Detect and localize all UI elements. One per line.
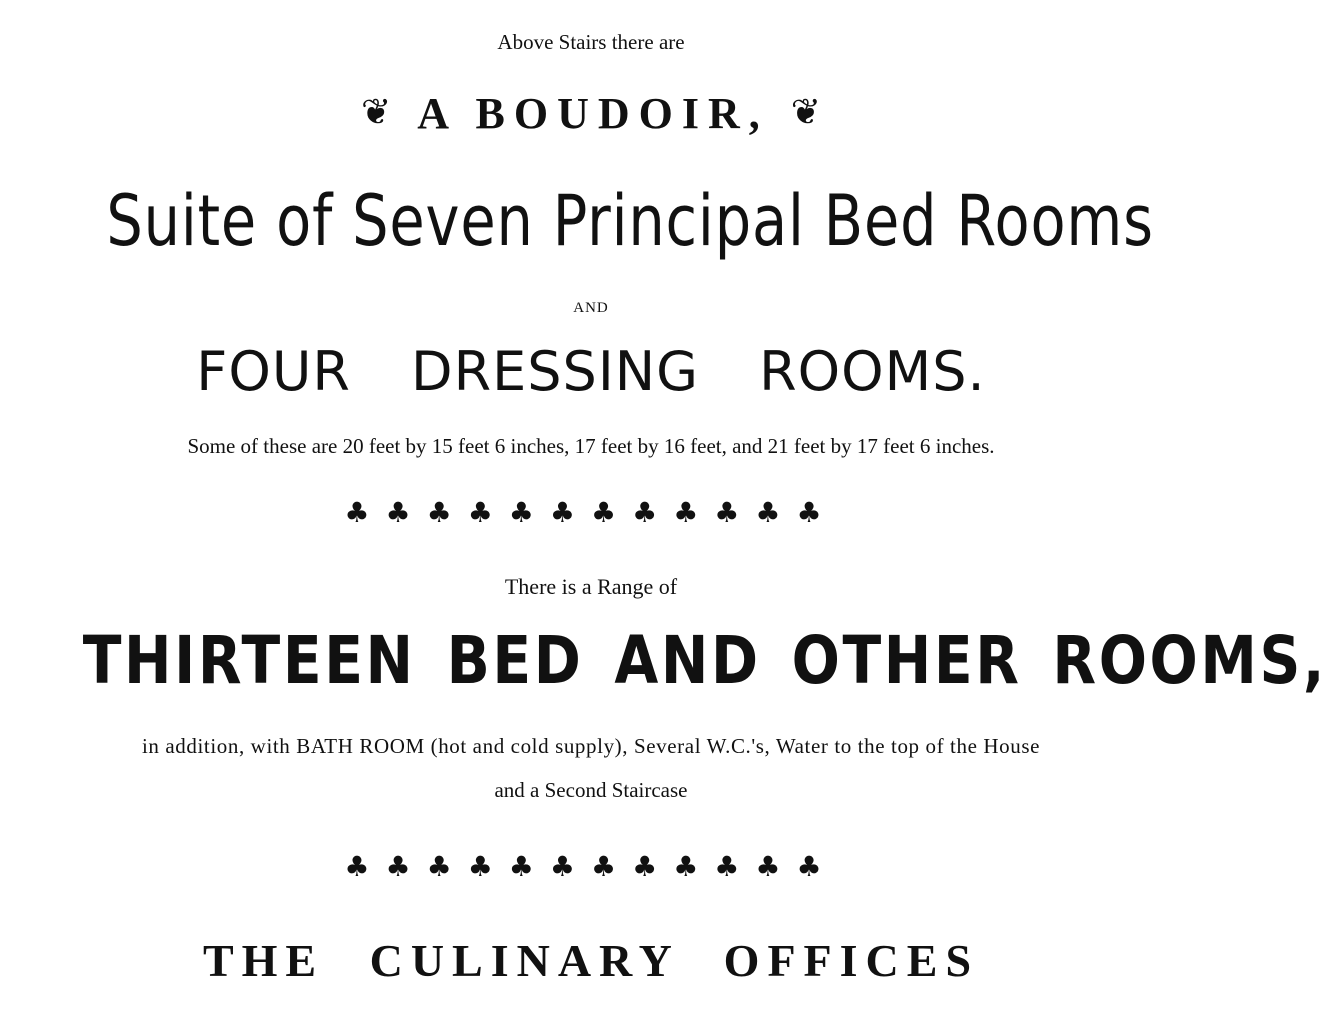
fleuron-right-icon: ❦: [790, 92, 821, 132]
range-of-line: There is a Range of: [504, 574, 678, 599]
culinary-offices-heading: THE CULINARY OFFICES: [202, 935, 980, 986]
in-addition-line: in addition, with BATH ROOM (hot and cold supply), Several W.C.'s, Water to the top of the House: [141, 734, 1041, 758]
above-stairs-line: Above Stairs there are: [497, 30, 685, 54]
club-ornament-row-2: ♣♣♣♣♣♣♣♣♣♣♣♣: [344, 850, 838, 883]
suite-heading: Suite of Seven Principal Bed Rooms: [106, 180, 1154, 262]
fleuron-left-icon: ❦: [361, 92, 392, 132]
room-dimensions-line: Some of these are 20 feet by 15 feet 6 inches, 17 feet by 16 feet, and 21 feet by 17 feet 6 inches.: [187, 434, 995, 458]
club-ornament-row-1: ♣♣♣♣♣♣♣♣♣♣♣♣: [344, 496, 838, 529]
four-dressing-rooms-heading: FOUR DRESSING ROOMS.: [196, 340, 986, 403]
second-staircase-line: and a Second Staircase: [494, 778, 688, 802]
thirteen-rooms-heading: THIRTEEN BED AND OTHER ROOMS,: [82, 622, 1327, 699]
boudoir-heading: [0, 88, 1182, 139]
boudoir-text: A BOUDOIR,: [417, 89, 769, 138]
and-line: AND: [573, 300, 609, 316]
